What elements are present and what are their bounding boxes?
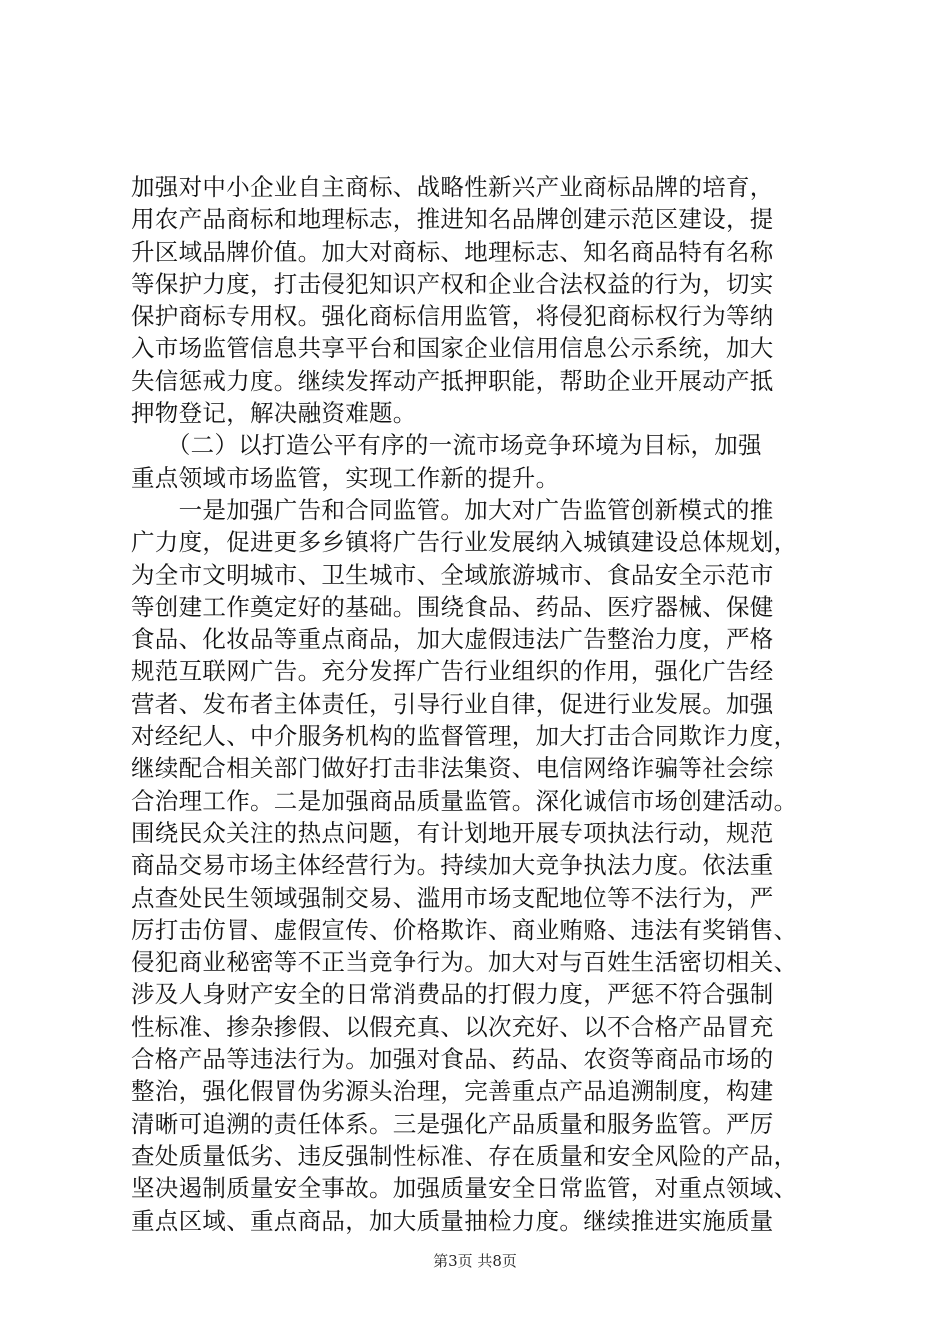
text-line: 押物登记，解决融资难题。 (131, 399, 417, 428)
text-line: 保护商标专用权。强化商标信用监管，将侵犯商标权行为等纳 (131, 302, 774, 331)
text-line: 等创建工作奠定好的基础。围绕食品、药品、医疗器械、保健 (131, 592, 774, 621)
text-line: 商品交易市场主体经营行为。持续加大竞争执法力度。依法重 (131, 851, 774, 880)
text-line: 合格产品等违法行为。加强对食品、药品、农资等商品市场的 (131, 1045, 774, 1074)
text-line: （二）以打造公平有序的一流市场竞争环境为目标，加强 (131, 431, 762, 460)
text-line: 性标准、掺杂掺假、以假充真、以次充好、以不合格产品冒充 (131, 1012, 774, 1041)
text-line: 查处质量低劣、违反强制性标准、存在质量和安全风险的产品， (131, 1141, 798, 1170)
text-line: 用农产品商标和地理标志，推进知名品牌创建示范区建设，提 (131, 205, 774, 234)
text-line: 广力度，促进更多乡镇将广告行业发展纳入城镇建设总体规划， (131, 528, 798, 557)
text-line: 整治，强化假冒伪劣源头治理，完善重点产品追溯制度，构建 (131, 1077, 774, 1106)
text-line: 失信惩戒力度。继续发挥动产抵押职能，帮助企业开展动产抵 (131, 366, 774, 395)
text-line: 厉打击仿冒、虚假宣传、价格欺诈、商业贿赂、违法有奖销售、 (131, 915, 798, 944)
text-line: 食品、化妆品等重点商品，加大虚假违法广告整治力度，严格 (131, 625, 774, 654)
document-body (131, 171, 831, 1237)
text-line: 清晰可追溯的责任体系。三是强化产品质量和服务监管。严厉 (131, 1109, 774, 1138)
text-line: 为全市文明城市、卫生城市、全域旅游城市、食品安全示范市 (131, 560, 774, 589)
text-line: 合治理工作。二是加强商品质量监管。深化诚信市场创建活动。 (131, 786, 798, 815)
text-line: 继续配合相关部门做好打击非法集资、电信网络诈骗等社会综 (131, 754, 774, 783)
text-line: 重点领域市场监管，实现工作新的提升。 (131, 463, 560, 492)
text-line: 一是加强广告和合同监管。加大对广告监管创新模式的推 (131, 495, 774, 524)
text-line: 坚决遏制质量安全事故。加强质量安全日常监管，对重点领域、 (131, 1174, 798, 1203)
text-line: 营者、发布者主体责任，引导行业自律，促进行业发展。加强 (131, 689, 774, 718)
page-footer: 第3页 共8页 (433, 1252, 517, 1270)
text-line: 规范互联网广告。充分发挥广告行业组织的作用，强化广告经 (131, 657, 774, 686)
text-line: 升区域品牌价值。加大对商标、地理标志、知名商品特有名称 (131, 237, 774, 266)
text-line: 等保护力度，打击侵犯知识产权和企业合法权益的行为，切实 (131, 269, 774, 298)
text-line: 涉及人身财产安全的日常消费品的打假力度，严惩不符合强制 (131, 980, 774, 1009)
text-line: 入市场监管信息共享平台和国家企业信用信息公示系统，加大 (131, 334, 774, 363)
text-line: 围绕民众关注的热点问题，有计划地开展专项执法行动，规范 (131, 818, 774, 847)
text-line: 对经纪人、中介服务机构的监督管理，加大打击合同欺诈力度， (131, 722, 798, 751)
text-line: 加强对中小企业自主商标、战略性新兴产业商标品牌的培育， (131, 173, 774, 201)
text-line: 重点区域、重点商品，加大质量抽检力度。继续推进实施质量 (131, 1206, 774, 1235)
text-line: 点查处民生领域强制交易、滥用市场支配地位等不法行为，严 (131, 883, 774, 912)
text-line: 侵犯商业秘密等不正当竞争行为。加大对与百姓生活密切相关、 (131, 948, 798, 977)
